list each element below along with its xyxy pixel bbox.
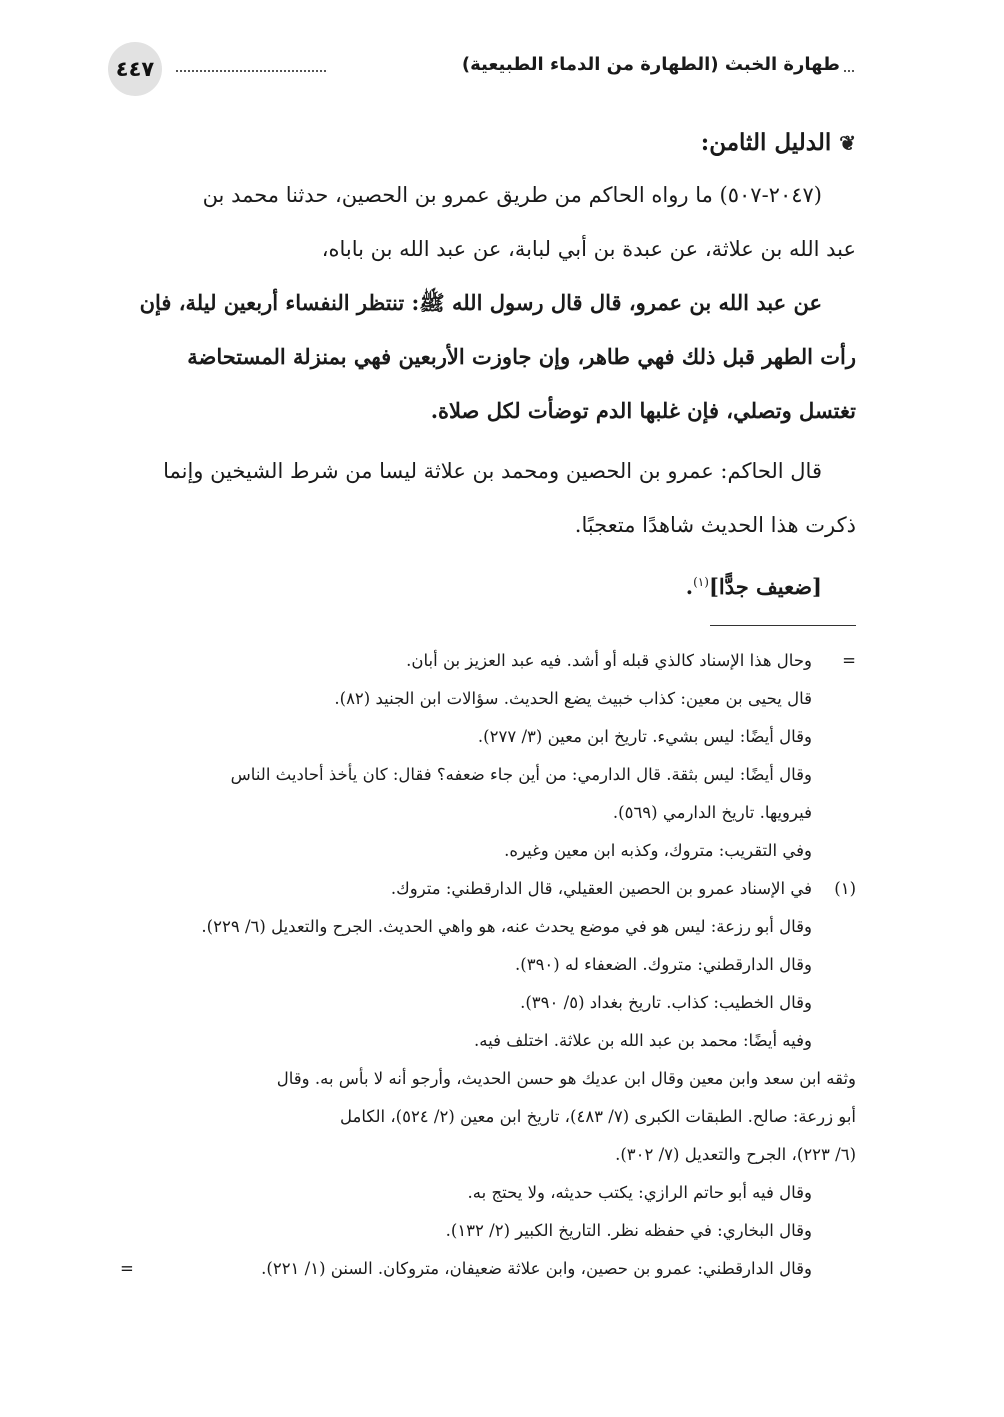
grade-text: [ضعيف جدًّا] [708,574,822,599]
footnote-line: وفي التقريب: متروك، وكذبه ابن معين وغيره. [504,841,812,860]
footnote-line: وقال الدارقطني: متروك. الضعفاء له (٣٩٠). [515,955,812,974]
footnote-line [116,642,856,680]
footnote-line: فيرويها. تاريخ الدارمي (٥٦٩). [612,803,812,822]
footnote-line: أبو زرعة: صالح. الطبقات الكبرى (٧/ ٤٨٣)، تاريخ ابن معين (٢/ ٥٢٤)، الكامل [339,1107,856,1126]
footnote-line: وقال البخاري: في حفظه نظر. التاريخ الكبير (٢/ ١٣٢). [445,1221,812,1240]
footnote-line: وقال فيه أبو حاتم الرازي: يكتب حديثه، ولا يحتج به. [467,1183,812,1202]
hadith-line-1: عن عبد الله بن عمرو، قال قال رسول الله ﷺ: تنتظر النفساء أربعين ليلة، فإن [139,290,822,315]
isnad-line-2: عبد الله بن علاثة، عن عبدة بن أبي لبابة، عن عبد الله بن باباه، [321,237,856,261]
header-dots-right [844,70,854,72]
footnote-line: قال يحيى بن معين: كذاب خبيث يضع الحديث. سؤالات ابن الجنيد (٨٢). [334,689,812,708]
footnote-line [116,870,856,908]
footnote-line: وقال أيضًا: ليس بشيء. تاريخ ابن معين (٣/ ٢٧٧). [477,727,812,746]
hakim-line-2: ذكرت هذا الحديث شاهدًا متعجبًا. [574,513,856,537]
grade-end: . [685,574,694,599]
continuation-marker: = [120,1259,134,1278]
footnote-line: وثقه ابن سعد وابن معين وقال ابن عديك هو حسن الحديث، وأرجو أنه لا بأس به. وقال [276,1069,856,1088]
hadith-line-2: رأت الطهر قبل ذلك فهي طاهر، وإن جاوزت الأربعين فهي بمنزلة المستحاضة [187,344,856,369]
footnote-text: وقال الدارقطني: عمرو بن حصين، وابن علاثة ضعيفان، متروكان. السنن (١/ ٢٢١). [261,1259,812,1278]
main-text [116,118,856,612]
ornament-icon: ❦ [839,131,856,155]
footnote-line [116,1250,856,1288]
footnote-line: وقال الخطيب: كذاب. تاريخ بغداد (٥/ ٣٩٠). [520,993,812,1012]
footnote-ref: (١) [693,575,709,589]
footnote-line: وقال أيضًا: ليس بثقة. قال الدارمي: من أين جاء ضعفه؟ فقال: كان يأخذ أحاديث الناس [230,765,812,784]
footnote-line: وفيه أيضًا: محمد بن عبد الله بن علاثة. اختلف فيه. [474,1031,812,1050]
isnad-line-1: (٢٠٤٧-٥٠٧) ما رواه الحاكم من طريق عمرو بن الحصين، حدثنا محمد بن [202,183,822,207]
footnote-marker: (١) [834,879,856,898]
header-title: طهارة الخبث (الطهارة من الدماء الطبيعية) [461,54,840,75]
running-header [108,40,854,100]
footnote-line: (٦/ ٢٢٣)، الجرح والتعديل (٧/ ٣٠٢). [615,1145,856,1164]
hadith-line-3: تغتسل وتصلي، فإن غلبها الدم توضأت لكل صلاة. [430,398,856,423]
hakim-line-1: قال الحاكم: عمرو بن الحصين ومحمد بن علاثة ليسا من شرط الشيخين وإنما [163,459,822,483]
page-number: ٤٤٧ [108,42,162,96]
footnote-line: وقال أبو رزعة: ليس هو في موضع يحدث عنه، هو واهي الحديث. الجرح والتعديل (٦/ ٢٢٩). [201,917,812,936]
footnotes [116,642,856,1288]
hadith-grade [116,552,856,612]
header-dots-left [176,70,326,72]
section-heading [116,118,856,168]
footnote-text: وحال هذا الإسناد كالذي قبله أو أشد. فيه عبد العزيز بن أبان. [406,651,812,670]
footnote-text: في الإسناد عمرو بن الحصين العقيلي، قال الدارقطني: متروك. [390,879,812,898]
continuation-marker: = [842,651,856,670]
section-heading-text: الدليل الثامن: [700,129,832,156]
footnote-separator [710,625,856,626]
